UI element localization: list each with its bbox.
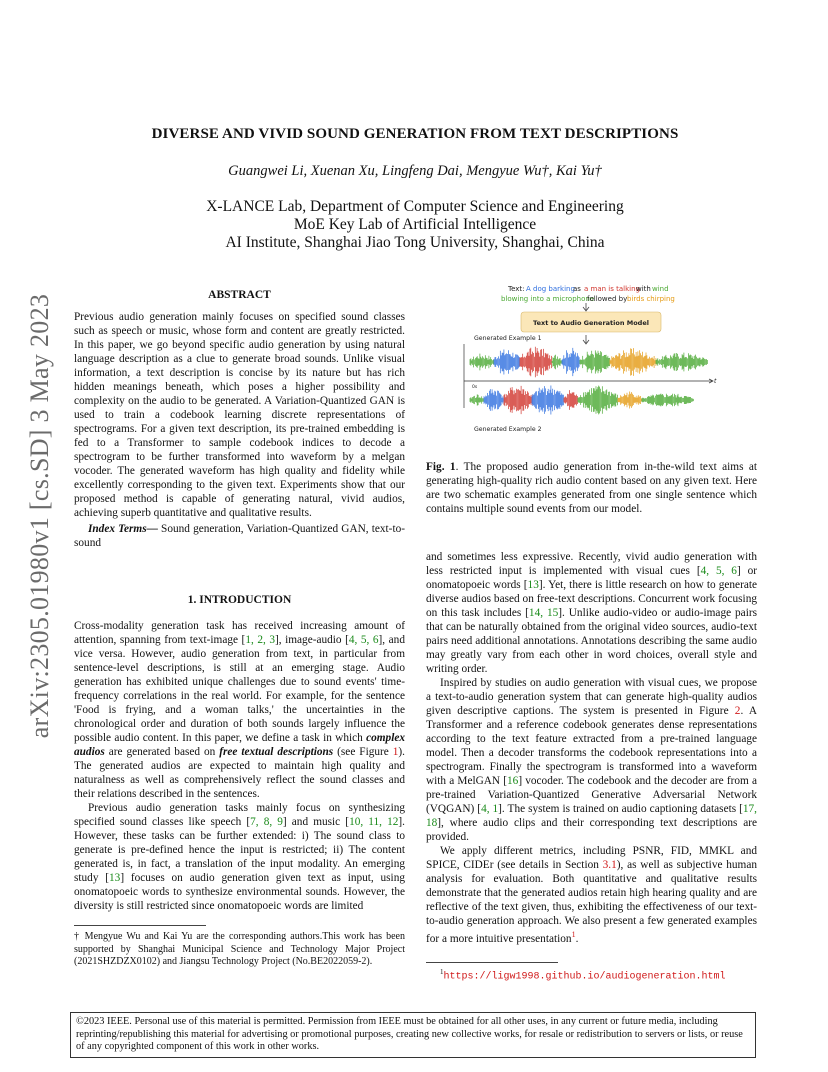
waveform-segment	[580, 350, 610, 373]
affiliation-line: AI Institute, Shanghai Jiao Tong University, Shanghai, China	[225, 234, 605, 251]
waveform-segment	[532, 386, 564, 415]
text-run: . A Transformer and a reference codebook generates dense representations according to the text feature extracted from a pre-trained language model. Then a decoder transforms the codebook representations into a spectrogram. Finally the spectrogram is transformed into a waveform with a MelGAN [	[426, 705, 757, 787]
waveform-segment	[552, 355, 562, 369]
text-run: Previous audio generation tasks mainly focus on synthesizing specified sound classes like speech [	[74, 802, 405, 828]
introduction-section	[74, 593, 405, 913]
figure-1	[428, 280, 758, 438]
footnote-rule	[426, 962, 558, 963]
waveform-segment	[656, 353, 707, 372]
waveform-example-2	[470, 386, 693, 415]
waveform-segment	[494, 350, 519, 375]
text-run: and sometimes less expressive. Recently, vivid audio generation with less restricted input is implemented with visual cues [	[426, 551, 757, 577]
word-followed-by: followed by	[587, 295, 628, 303]
axis-origin-label: 0s	[472, 385, 478, 390]
footnote-left	[74, 931, 405, 969]
text-run: ] focuses on audio generation given text as input, using onomatopoeic words to synthesize environmental sounds. However, the diversity is still restricted since onomatopoeic words are limited	[74, 872, 405, 912]
citation-link[interactable]: 4, 5, 6	[700, 565, 737, 577]
index-terms	[74, 522, 405, 550]
introduction-heading: 1. INTRODUCTION	[187, 594, 292, 606]
citation-link[interactable]: 1, 2, 3	[245, 634, 275, 646]
intro-paragraph-2	[74, 801, 405, 913]
waveform-segment	[642, 394, 693, 407]
figure-1-caption	[426, 460, 757, 516]
phrase-microphone: blowing into a microphone	[501, 295, 595, 303]
copyright-notice	[70, 1012, 756, 1058]
citation-link[interactable]: 17, 18	[426, 803, 757, 829]
text-run: ], where audio clips and their corresponding text descriptions are provided.	[426, 817, 757, 843]
waveform-segment	[562, 348, 579, 376]
affiliation-line: MoE Key Lab of Artificial Intelligence	[293, 216, 537, 233]
text-run: ]. The system is trained on audio captioning datasets [	[498, 803, 743, 815]
footnote-rule	[74, 925, 206, 926]
footnote-text: † Mengyue Wu and Kai Yu are the corresponding authors.This work has been supported by Shanghai Municipal Science and Technology Major Project (2021SHZDZX0102) and Jiangsu Technology Project (No.BE2022059-2).	[74, 931, 405, 967]
citation-link[interactable]: 7, 8, 9	[250, 816, 283, 828]
right-paragraph-1	[426, 550, 757, 676]
text-run: ], and vice versa. However, audio generation from text, in particular from sentence-level descriptions, is still at an emerging stage. Audio generation has exhibited unique challenges due to sound events' time-frequency correlations in the real world. For example, for the sentence 'Food is frying, and a woman talks,' the uncertainties in the chronological order and duration of both sounds largely influence the possible audio content. In this paper, we define a task in which	[74, 634, 405, 744]
waveform-segment	[618, 392, 641, 409]
text-run: Inspired by studies on audio generation with visual cues, we propose a text-to-audio generation system that can generate high-quality audios given descriptive captions. The system is presented in Figure	[426, 677, 757, 717]
text-run: ] or onomatopoeic words [	[426, 565, 757, 591]
arxiv-id-text: arXiv:2305.01980v1 [cs.SD] 3 May 2023	[25, 293, 55, 739]
text-run: ]. Yet, there is little research on how to generate diverse audios based on free-text descriptions. Concurrent work focusing on this task includes [	[426, 579, 757, 619]
right-column-text	[426, 550, 757, 946]
model-label: Text to Audio Generation Model	[533, 319, 649, 327]
text-run: ]. Unlike audio-video or audio-image pairs that can be naturally obtained from the original video sources, audio-text pairs need additional annotations. Annotations describing the same audio may greatly vary from each other in word choices, overall style and writing order.	[426, 607, 757, 675]
phrase-man: a man is talking	[584, 285, 640, 293]
right-paragraph-3	[426, 844, 757, 946]
caption-label: Fig. 1	[426, 461, 456, 473]
example-1-label: Generated Example 1	[474, 335, 542, 342]
copyright-text: ©2023 IEEE. Personal use of this material is permitted. Permission from IEEE must be obtained for all other uses, in any current or future media, including reprinting/republishing this material for advertising or promotional purposes, creating new collective works, for resale or redistribution to servers or lists, or reuse of any copyrighted component of this work in other works.	[76, 1016, 743, 1052]
footnote-mark: 1	[440, 968, 444, 976]
citation-link[interactable]: 16	[507, 775, 519, 787]
waveform-segment	[520, 347, 552, 378]
waveform-segment	[564, 390, 578, 410]
waveform-segment	[610, 348, 656, 376]
text-run: are generated based on	[104, 746, 220, 758]
affiliation-line: X-LANCE Lab, Department of Computer Science and Engineering	[206, 198, 624, 215]
phrase-dog: A dog barking	[526, 285, 575, 293]
text-run: (see Figure	[333, 746, 393, 758]
arxiv-identifier	[18, 286, 62, 746]
word-with: with	[636, 285, 651, 293]
citation-link[interactable]: 4, 5, 6	[348, 634, 379, 646]
waveform-segment	[484, 389, 504, 411]
text-run: ], image-audio [	[274, 634, 349, 646]
footnote-url-link[interactable]: https://ligw1998.github.io/audiogeneration.html	[443, 971, 726, 983]
text-run: ]. However, these tasks can be further extended: i) The sound class to generate is pre-defined hence the input is restricted; ii) The content generated is, in fact, a translation of the input modality. An emerging study [	[74, 816, 405, 884]
footnote-right	[440, 966, 760, 984]
phrase-wind: wind	[652, 285, 669, 293]
paper-title: DIVERSE AND VIVID SOUND GENERATION FROM TEXT DESCRIPTIONS	[151, 126, 679, 142]
citation-link[interactable]: 4, 1	[481, 803, 499, 815]
citation-link[interactable]: 14, 15	[528, 607, 559, 619]
arrow-down-icon	[583, 303, 589, 311]
author-list: Guangwei Li, Xuenan Xu, Lingfeng Dai, Mengyue Wu†, Kai Yu†	[228, 163, 602, 179]
text-run: ). The generated audios are expected to maintain high quality and naturalness as well as comprehensively reflect the sound classes and their relations described in the sentences.	[74, 746, 405, 800]
figure-text-label: Text:	[508, 285, 525, 293]
affiliations	[70, 198, 760, 252]
waveform-example-1	[470, 347, 707, 378]
text-run: ] and music [	[282, 816, 350, 828]
text-run: We apply different metrics, including PSNR, FID, MMKL and SPICE, CIDEr (see details in Section	[426, 845, 757, 871]
footnote-mark-link[interactable]: 1	[571, 930, 576, 939]
abstract-section	[74, 288, 405, 550]
text-run: .	[575, 932, 579, 945]
figure-ref-link[interactable]: 2	[734, 705, 741, 717]
caption-text: . The proposed audio generation from in-the-wild text aims at generating high-quality rich audio content based on any given text. Here are two schematic examples generated from one single sentence which contains multiple sound events from our model.	[426, 461, 757, 515]
index-terms-text: Sound generation, Variation-Quantized GAN, text-to-sound	[74, 523, 405, 549]
citation-link[interactable]: 10, 11, 12	[349, 816, 399, 828]
figure-1-graphic	[428, 280, 758, 438]
example-2-label: Generated Example 2	[474, 426, 542, 433]
arrow-down-icon	[583, 335, 589, 344]
waveform-segment	[470, 394, 484, 405]
text-run: ] vocoder. The codebook and the decoder are from a pre-trained Variation-Quantized Generative Adversarial Network (VQGAN) [	[426, 775, 757, 815]
index-terms-label: Index Terms—	[88, 523, 158, 535]
abstract-body: Previous audio generation mainly focuses on specified sound classes such as speech or music, whose form and content are greatly restricted. In this paper, we go beyond specific audio generation by using natural language description as a clue to generate broad sounds. Unlike visual information, a text description is concise by its nature but has rich hidden meanings beneath, which poses a higher possibility and complexity on the audio to be generated. A Variation-Quantized GAN is used to train a codebook learning discrete representations of spectrograms. For a given text description, its pre-trained embedding is fed to a Transformer to sample codebook indices to decode a spectrogram to be further transformed into waveform by a melgan vocoder. The generated waveform has high quality and fidelity while excellently corresponding to the given text. Experiments show that our proposed method is capable of generating natural, vivid audios, achieving superb quantitative and qualitative results.	[74, 311, 405, 519]
abstract-heading: ABSTRACT	[208, 289, 271, 301]
intro-paragraph-1	[74, 619, 405, 801]
waveform-segment	[470, 354, 493, 371]
figure-ref-link[interactable]: 1	[392, 746, 399, 758]
citation-link[interactable]: 13	[109, 872, 121, 884]
text-run: ), as well as subjective human analysis for evaluation. Both quantitative and qualitative results demonstrate that the generated audios retain high hearing quality and are reflective of the text given, thus, exhibiting the effectiveness of our text-to-audio generation approach. We also present a few generated examples for a more intuitive presentation	[426, 859, 757, 945]
emphasis-text: complex audios	[74, 732, 405, 758]
section-ref-link[interactable]: 3.1	[602, 859, 617, 871]
axis-t-label: t	[714, 378, 717, 385]
waveform-segment	[504, 386, 532, 414]
phrase-birds: birds chirping	[627, 295, 675, 303]
citation-link[interactable]: 13	[527, 579, 539, 591]
right-paragraph-2	[426, 676, 757, 844]
word-as: as	[573, 285, 581, 293]
waveform-segment	[578, 386, 618, 415]
emphasis-text: free textual descriptions	[219, 746, 334, 758]
text-run: Cross-modality generation task has received increasing amount of attention, spanning from text-image [	[74, 620, 405, 646]
